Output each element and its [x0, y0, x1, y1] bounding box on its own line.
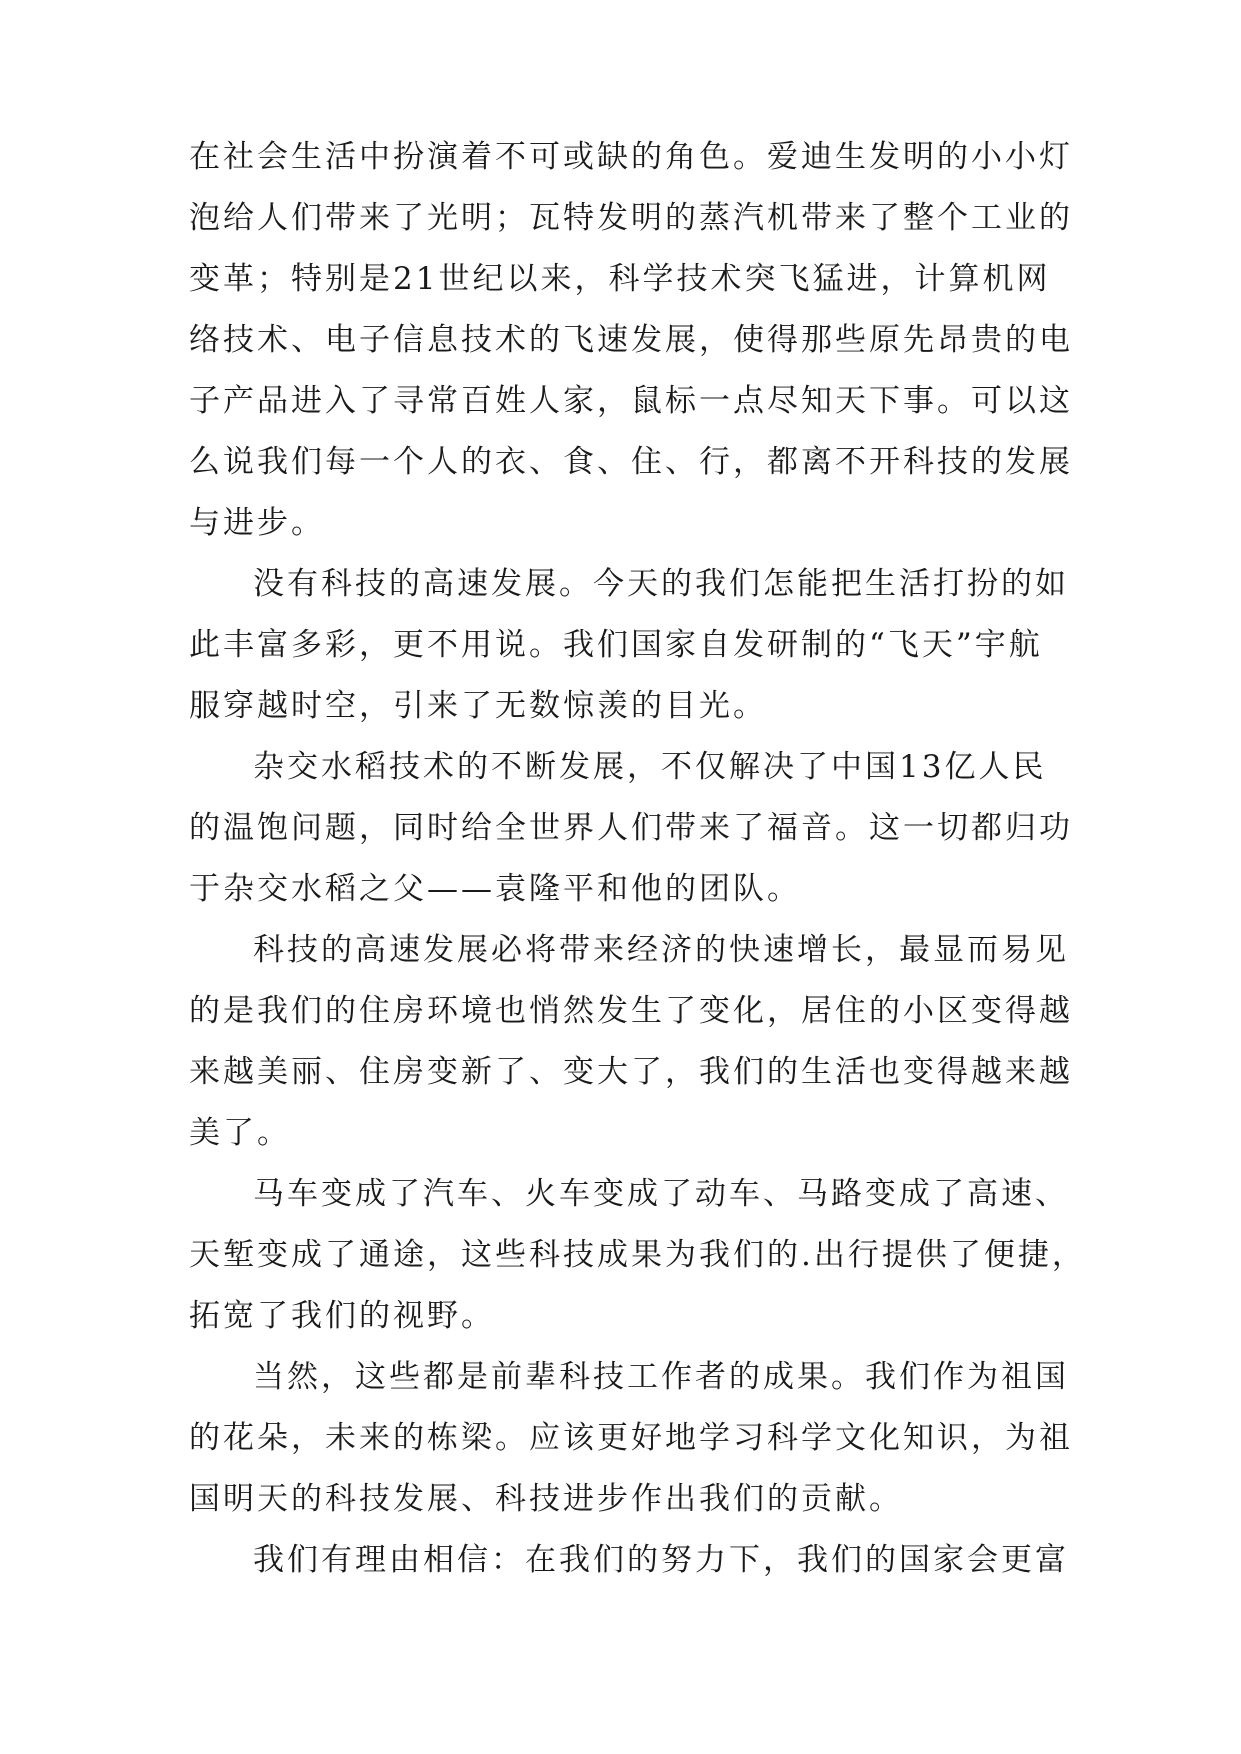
paragraph-first-line: 没有科技的高速发展。今天的我们怎能把生活打扮的如	[253, 566, 1069, 602]
text-line: 在社会生活中扮演着不可或缺的角色。爱迪生发明的小小灯	[189, 139, 1073, 175]
paragraph-first-line: 当然，这些都是前辈科技工作者的成果。我们作为祖国	[253, 1359, 1069, 1395]
text-line: 国明天的科技发展、科技进步作出我们的贡献。	[189, 1481, 903, 1517]
text-line: 子产品进入了寻常百姓人家，鼠标一点尽知天下事。可以这	[189, 383, 1073, 419]
document-page	[189, 127, 1086, 1591]
text-line: 于杂交水稻之父——袁隆平和他的团队。	[189, 871, 801, 907]
text-line: 的是我们的住房环境也悄然发生了变化，居住的小区变得越	[189, 993, 1073, 1029]
text-line: 泡给人们带来了光明；瓦特发明的蒸汽机带来了整个工业的	[189, 200, 1073, 236]
paragraph-first-line: 科技的高速发展必将带来经济的快速增长，最显而易见	[253, 932, 1069, 968]
text-line: 么说我们每一个人的衣、食、住、行，都离不开科技的发展	[189, 444, 1073, 480]
text-line: 服穿越时空，引来了无数惊羡的目光。	[189, 688, 767, 724]
text-line: 拓宽了我们的视野。	[189, 1298, 495, 1334]
text-line: 此丰富多彩，更不用说。我们国家自发研制的“飞天”宇航	[189, 627, 1043, 663]
paragraph-first-line: 我们有理由相信：在我们的努力下，我们的国家会更富	[253, 1542, 1069, 1578]
text-line: 与进步。	[189, 505, 325, 541]
paragraph-first-line: 马车变成了汽车、火车变成了动车、马路变成了高速、	[253, 1176, 1069, 1212]
text-line: 来越美丽、住房变新了、变大了，我们的生活也变得越来越	[189, 1054, 1073, 1090]
paragraph-first-line: 杂交水稻技术的不断发展，不仅解决了中国13亿人民	[253, 749, 1047, 785]
text-line: 天堑变成了通途，这些科技成果为我们的.出行提供了便捷，	[189, 1237, 1086, 1273]
text-line: 络技术、电子信息技术的飞速发展，使得那些原先昂贵的电	[189, 322, 1073, 358]
text-line: 的温饱问题，同时给全世界人们带来了福音。这一切都归功	[189, 810, 1073, 846]
text-line: 变革；特别是21世纪以来，科学技术突飞猛进，计算机网	[189, 261, 1051, 297]
text-line: 的花朵，未来的栋梁。应该更好地学习科学文化知识，为祖	[189, 1420, 1073, 1456]
text-line: 美了。	[189, 1115, 291, 1151]
